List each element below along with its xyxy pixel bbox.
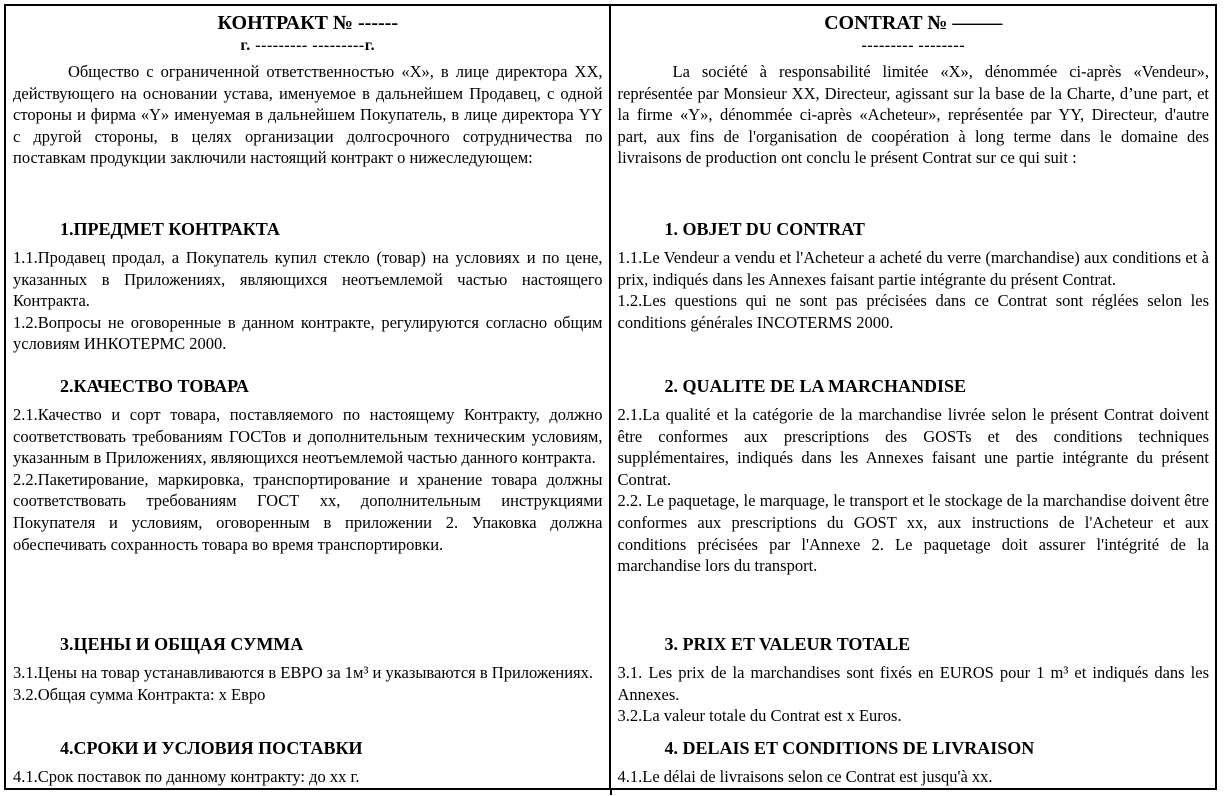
contract-title-ru: КОНТРАКТ № ------: [217, 12, 398, 34]
section-1-heading-ru: 1.ПРЕДМЕТ КОНТРАКТА: [60, 219, 280, 239]
french-preamble-cell: [611, 58, 1216, 209]
clause-3-1-ru: 3.1.Цены на товар устанавливаются в ЕВРО за 1м³ и указываются в Приложениях.: [13, 663, 593, 682]
preamble-paragraph-ru: Общество с ограниченной ответственностью «Х», в лице директора ХХ, действующего на основании устава, именуемое в дальнейшем Продавец, с одной стороны и фирма «Y» именуемая в дальнейшем Покупатель, в лице директора YY с другой стороны, в целях организации долгосрочного сотрудничества по поставкам продукции заключили настоящий контракт о нижеследующем:: [13, 62, 603, 168]
clause-1-1-fr: 1.1.Le Vendeur a vendu et l'Acheteur a acheté du verre (marchandise) aux conditions et à prix, indiqués dans les Annexes faisant partie intégrante du présent Contrat.: [617, 248, 1209, 289]
clause-4-1-fr: 4.1.Le délai de livraisons selon ce Contrat est jusqu'à xx.: [617, 767, 993, 786]
section-3-fr-cell: [611, 624, 1216, 728]
french-title-cell: [611, 6, 1216, 58]
section-1-ru-cell: [6, 209, 611, 366]
clause-2-2-ru: 2.2.Пакетирование, маркировка, транспортирование и хранение товара должны соответствовать требованиям ГОСТ хх, дополнительным инструкциями Покупателя и условиям, оговоренным в приложении 2. Упаковка должна обеспечивать сохранность товара во время транспортировки.: [13, 469, 603, 554]
section-1-heading-fr: 1. OBJET DU CONTRAT: [664, 219, 865, 239]
clause-1-2-ru: 1.2.Вопросы не оговоренные в данном контракте, регулируются согласно общим условиям ИНКОТЕРМС 2000.: [13, 312, 603, 354]
title-row: [6, 6, 1215, 58]
bilingual-contract-table: [4, 4, 1217, 790]
section-2-heading-ru: 2.КАЧЕСТВО ТОВАРА: [60, 376, 249, 396]
clause-3-1-fr: 3.1. Les prix de la marchandises sont fixés en EUROS pour 1 m³ et indiqués dans les Annexes.: [617, 663, 1209, 704]
section-2-ru-cell: [6, 366, 611, 624]
section-4-fr-cell: [611, 728, 1216, 788]
clause-3-2-ru: 3.2.Общая сумма Контракта: х Евро: [13, 684, 266, 704]
contract-title-fr: CONTRAT № –––––: [824, 12, 1003, 34]
section-row-2: [6, 366, 1215, 624]
section-3-heading-ru: 3.ЦЕНЫ И ОБЩАЯ СУММА: [60, 634, 304, 654]
clause-2-2-fr: 2.2. Le paquetage, le marquage, le transport et le stockage de la marchandise doivent être conformes aux prescriptions du GOST xx, aux instructions de l'Acheteur et aux conditions précisées par l'Annexe 2. Le paquetage doit assurer l'intégrité de la marchandise lors du transport.: [617, 491, 1209, 576]
section-3-heading-fr: 3. PRIX ET VALEUR TOTALE: [664, 634, 911, 654]
section-2-heading-fr: 2. QUALITE DE LA MARCHANDISE: [664, 376, 967, 396]
russian-title-cell: [6, 6, 611, 58]
preamble-row: [6, 58, 1215, 209]
section-row-3: [6, 624, 1215, 728]
section-4-ru-cell: [6, 728, 611, 788]
clause-2-1-ru: 2.1.Качество и сорт товара, поставляемого по настоящему Контракту, должно соответствовать требованиям ГОСТов и дополнительным техническим условиям, указанным в Приложениях, являющихся неотъемлемой частью данного контракта.: [13, 405, 603, 468]
contract-date-line-ru: г. --------- ---------г.: [240, 37, 376, 54]
clause-3-2-fr: 3.2.La valeur totale du Contrat est x Euros.: [617, 706, 902, 726]
section-4-heading-ru: 4.СРОКИ И УСЛОВИЯ ПОСТАВКИ: [60, 738, 363, 758]
section-1-fr-cell: [611, 209, 1216, 366]
contract-number-line-fr: --------- --------: [861, 37, 966, 54]
clause-2-1-fr: 2.1.La qualité et la catégorie de la marchandise livrée selon le présent Contrat doivent être conformes aux prescriptions des GOSTs et des conditions techniques supplémentaires, indiqués dans les Annexes faisant une partie intégrante du présent Contrat.: [617, 405, 1209, 489]
clause-1-1-ru: 1.1.Продавец продал, а Покупатель купил стекло (товар) на условиях и по цене, указанных в Приложениях, являющихся неотъемлемой частью настоящего Контракта.: [13, 248, 603, 311]
preamble-paragraph-fr: La société à responsabilité limitée «X», dénommée ci-après «Vendeur», représentée par Monsieur XX, Directeur, agissant sur la base de la Charte, d’une part, et la firme «Y», dénommée ci-après «Acheteur», représentée par YY, Directeur, d'autre part, aux fins de l'organisation de coopération à long terme dans le domaine des livraisons de production ont conclu le présent Contrat sur ce qui suit :: [617, 62, 1209, 168]
section-row-4: [6, 728, 1215, 788]
russian-preamble-cell: [6, 58, 611, 209]
section-4-heading-fr: 4. DELAIS ET CONDITIONS DE LIVRAISON: [664, 738, 1035, 758]
clause-1-2-fr: 1.2.Les questions qui ne sont pas précisées dans ce Contrat sont réglées selon les conditions générales INCOTERMS 2000.: [617, 291, 1209, 332]
section-2-fr-cell: [611, 366, 1216, 624]
clause-4-1-ru: 4.1.Срок поставок по данному контракту: до хх г.: [13, 767, 360, 786]
section-3-ru-cell: [6, 624, 611, 728]
section-row-1: [6, 209, 1215, 366]
